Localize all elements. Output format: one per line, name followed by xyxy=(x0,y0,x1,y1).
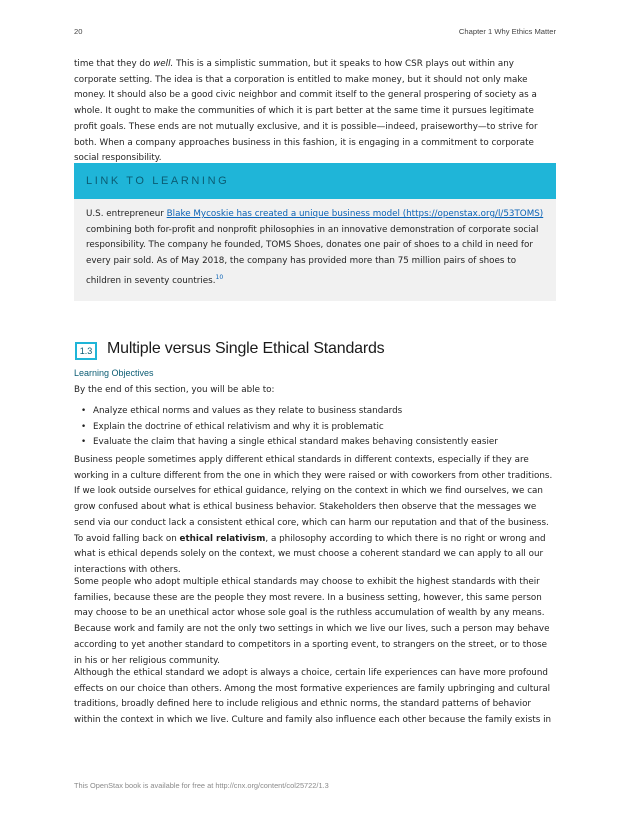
intro-paragraph: time that they do well. This is a simplistic summation, but it speaks to how CSR plays out within any corporate setting. The idea is that a corporation is entitled to make money, but it should not only make money. It should also be a good civic neighbor and commit itself to the general prospering of society as a whole. It ought to make the communities of which it is part better at the same time it pursues legitimate profit goals. These ends are not mutually exclusive, and it is possible—indeed, praiseworthy—to strive for both. When a company approaches business in this fashion, it is engaging in a commitment to corporate social responsibility. xyxy=(74,59,538,164)
page-footer: This OpenStax book is available for free at http://cnx.org/content/col25722/1.3 xyxy=(74,781,329,790)
learning-objectives-title: Learning Objectives xyxy=(74,368,154,378)
list-item: • Analyze ethical norms and values as they relate to business standards xyxy=(74,404,556,420)
footnote-ref[interactable]: 10 xyxy=(215,273,224,281)
link-to-learning-box xyxy=(74,163,556,301)
list-item: • Explain the doctrine of ethical relativism and why it is problematic xyxy=(74,420,556,436)
body-paragraph-2: Some people who adopt multiple ethical standards may choose to exhibit the highest standards with their families, because these are the people they most revere. In a business setting, however, this same person may choose to be an unethical actor whose sole goal is the ruthless accumulation of wealth by any means. Because work and family are not the only two settings in which we live our lives, such a person may behave according to yet another standard to competitors in a sporting event, to strangers on the street, or to those in his or her religious community. xyxy=(74,577,550,666)
link-to-learning-text: U.S. entrepreneur Blake Mycoskie has created a unique business model (https://openstax.org/l/53TOMS) combining both for-profit and nonprofit philosophies in an innovative demonstration of corporate social responsibility. The company he founded, TOMS Shoes, donates one pair of shoes to a child in need for every pair sold. As of May 2018, the company has provided more than 75 million pairs of shoes to children in seventy countries.$^{10}$ xyxy=(86,209,544,286)
link-to-learning-title: LINK TO LEARNING xyxy=(86,175,230,187)
section-number: 1.3 xyxy=(75,342,97,360)
section-title: Multiple versus Single Ethical Standards xyxy=(107,340,385,357)
toms-business-model-link[interactable]: Blake Mycoskie has created a unique business model (https://openstax.org/l/53TOMS) xyxy=(166,209,544,219)
page-number: 20 xyxy=(74,27,83,36)
body-paragraph-3: Although the ethical standard we adopt is always a choice, certain life experiences can have more profound effects on our choice than others. Among the most formative experiences are family upbringing and cultural traditions, broadly defined here to include religious and ethnic norms, the standard patterns of behavior within the context in which we live. Culture and family also influence each other because the family exists in xyxy=(74,668,552,726)
key-term: ethical relativism xyxy=(179,533,266,544)
list-item: • Evaluate the claim that having a single ethical standard makes behaving consistently easier xyxy=(74,435,556,451)
link-to-learning-banner xyxy=(74,163,556,199)
learning-objectives-intro: By the end of this section, you will be able to: xyxy=(74,385,275,395)
emphasis-well: well. xyxy=(153,59,174,69)
body-paragraph-1: Business people sometimes apply different ethical standards in different contexts, especially if they are working in a culture different from the one in which they were raised or with coworkers from other traditions. If we look outside ourselves for ethical guidance, relying on the context in which we find ourselves, we can grow confused about what is ethical business behavior. Stakeholders then observe that the messages we send via our conduct lack a consistent ethical core, which can harm our reputation and that of the business. To avoid falling back on ethical relativism, a philosophy according to which there is no right or wrong and what is ethical depends solely on the context, we must choose a coherent standard we can apply to all our interactions with others. xyxy=(74,455,553,575)
chapter-title: Chapter 1 Why Ethics Matter xyxy=(458,27,556,36)
learning-objectives-list xyxy=(74,404,556,451)
